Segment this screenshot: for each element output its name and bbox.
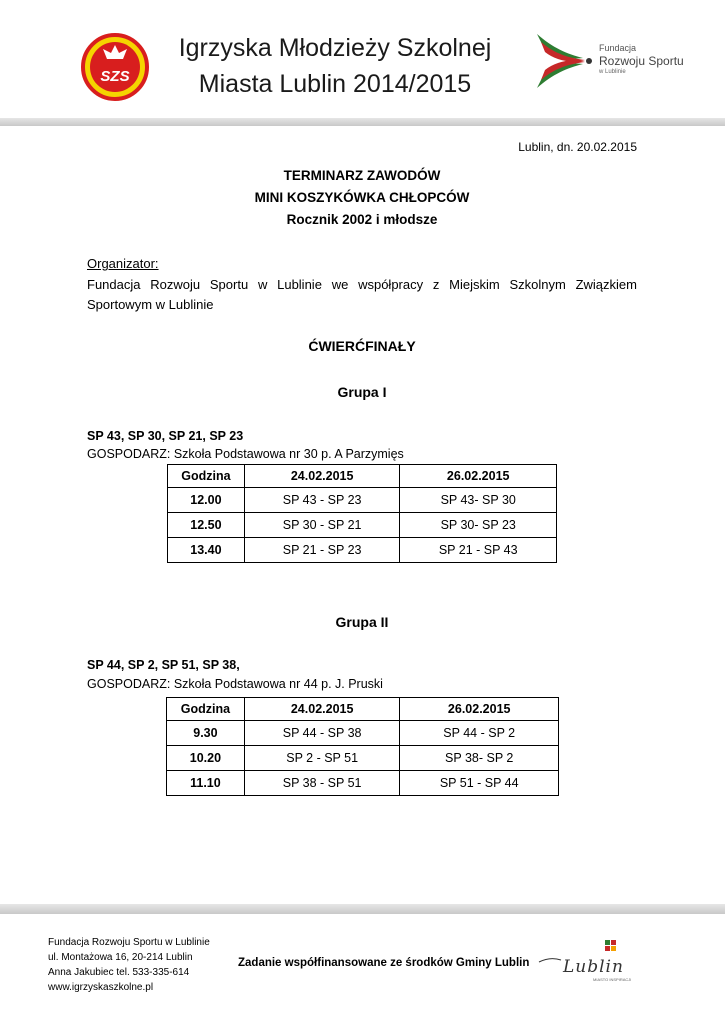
match-cell: SP 2 - SP 51	[244, 746, 400, 771]
group-2-title: Grupa II	[335, 614, 389, 630]
svg-text:Lublin: Lublin	[563, 957, 624, 977]
match-cell: SP 44 - SP 38	[244, 721, 400, 746]
header-title-line1: Igrzyska Młodzieży Szkolnej	[178, 34, 492, 62]
match-cell: SP 21 - SP 43	[400, 538, 557, 563]
match-cell: SP 43- SP 30	[400, 488, 557, 513]
fundacja-logo-text: Fundacja Rozwoju Sportu w Lublinie	[599, 43, 684, 75]
match-cell: SP 43 - SP 23	[244, 488, 400, 513]
footer-address-line: Anna Jakubiec tel. 533-335-614	[48, 967, 190, 978]
table-row	[168, 538, 557, 563]
match-cell: SP 30 - SP 21	[244, 513, 400, 538]
svg-text:SZS: SZS	[100, 68, 130, 85]
fundacja-logo	[533, 28, 693, 98]
table-row	[167, 721, 559, 746]
footer-address-line: Fundacja Rozwoju Sportu w Lublinie	[48, 937, 210, 948]
header-cell: 26.02.2015	[400, 465, 557, 488]
footer-divider	[0, 904, 725, 914]
organizer-text: Fundacja Rozwoju Sportu w Lublinie we współpracy z Miejskim Szkolnym Związkiem Sportowym w Lublinie	[87, 277, 637, 312]
document-title	[87, 165, 637, 231]
group-1-title: Grupa I	[337, 384, 387, 400]
match-cell: SP 38- SP 2	[400, 746, 559, 771]
svg-text:MIASTO INSPIRACJI: MIASTO INSPIRACJI	[593, 977, 632, 982]
table-row	[167, 771, 559, 796]
szs-logo	[81, 33, 149, 101]
phase-title: ĆWIERĆFINAŁY	[308, 338, 416, 354]
table-row	[168, 513, 557, 538]
title-line3: Rocznik 2002 i młodsze	[286, 212, 438, 227]
footer-address	[48, 935, 210, 995]
group-1-schedule-table	[167, 464, 557, 563]
group-1-host: GOSPODARZ: Szkoła Podstawowa nr 30 p. A Parzymięs	[87, 447, 404, 461]
header-cell: 26.02.2015	[400, 698, 559, 721]
time-cell: 10.20	[167, 746, 245, 771]
table-header-row	[167, 698, 559, 721]
group-2-host: GOSPODARZ: Szkoła Podstawowa nr 44 p. J. Pruski	[87, 677, 383, 691]
header-cell: 24.02.2015	[244, 698, 400, 721]
group-2-schedule-table	[166, 697, 559, 796]
table-row	[167, 746, 559, 771]
match-cell: SP 30- SP 23	[400, 513, 557, 538]
group-2-teams: SP 44, SP 2, SP 51, SP 38,	[87, 658, 240, 672]
group-1-teams: SP 43, SP 30, SP 21, SP 23	[87, 429, 244, 443]
header-divider	[0, 118, 725, 126]
document-date: Lublin, dn. 20.02.2015	[518, 140, 637, 154]
footer-address-line: ul. Montażowa 16, 20-214 Lublin	[48, 952, 193, 963]
organizer-label: Organizator:	[87, 256, 159, 271]
header-cell: Godzina	[168, 465, 245, 488]
time-cell: 9.30	[167, 721, 245, 746]
title-line2: MINI KOSZYKÓWKA CHŁOPCÓW	[254, 190, 470, 205]
header-cell: 24.02.2015	[244, 465, 400, 488]
header-title	[170, 30, 500, 102]
funding-note: Zadanie współfinansowane ze środków Gminy Lublin	[238, 957, 530, 969]
footer-website: www.igrzyskaszkolne.pl	[48, 982, 154, 993]
match-cell: SP 38 - SP 51	[244, 771, 400, 796]
time-cell: 12.00	[168, 488, 245, 513]
match-cell: SP 44 - SP 2	[400, 721, 559, 746]
time-cell: 11.10	[167, 771, 245, 796]
table-row	[168, 488, 557, 513]
time-cell: 12.50	[168, 513, 245, 538]
match-cell: SP 21 - SP 23	[244, 538, 400, 563]
title-line1: TERMINARZ ZAWODÓW	[283, 168, 441, 183]
header-cell: Godzina	[167, 698, 245, 721]
match-cell: SP 51 - SP 44	[400, 771, 559, 796]
lublin-logo	[537, 940, 637, 984]
time-cell: 13.40	[168, 538, 245, 563]
header-title-line2: Miasta Lublin 2014/2015	[198, 70, 472, 98]
table-header-row	[168, 465, 557, 488]
